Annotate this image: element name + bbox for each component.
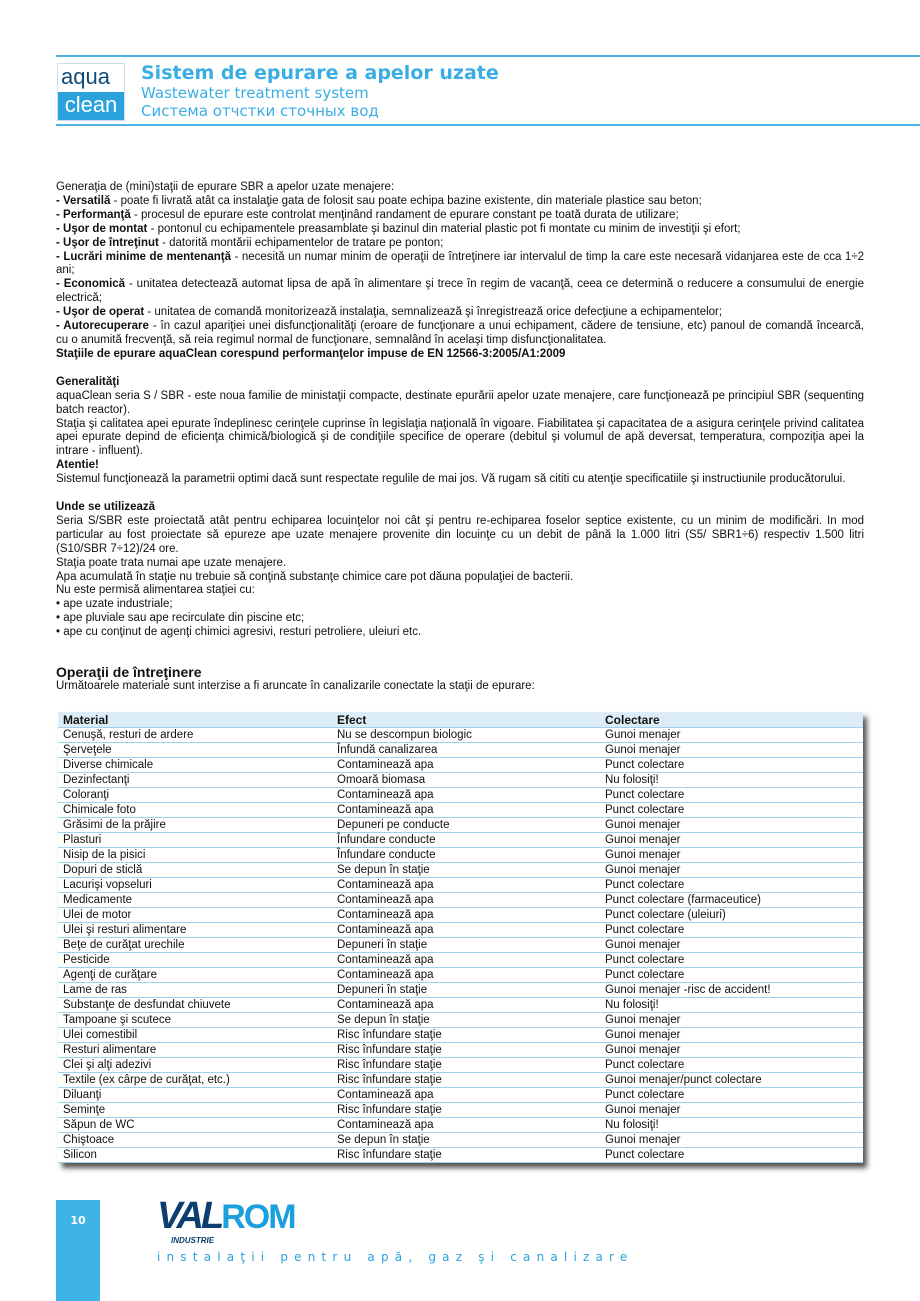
cell-collection: Gunoi menajer (600, 833, 863, 848)
table-row (58, 1133, 863, 1148)
cell-material: Ulei şi resturi alimentare (58, 923, 332, 938)
usage-p3: Apa acumulată în staţie nu trebuie să conţină substanţe chimice care pot dăuna populaţiei de bacterii. (56, 570, 574, 583)
cell-material: Nisip de la pisici (58, 848, 332, 863)
intro-item-label: - Uşor de montat (56, 222, 148, 235)
cell-collection: Punct colectare (600, 1058, 863, 1073)
cell-material: Seminţe (58, 1103, 332, 1118)
warning-text: Atentie! (56, 459, 99, 472)
cell-collection: Punct colectare (uleiuri) (600, 908, 863, 923)
cell-collection: Punct colectare (600, 878, 863, 893)
intro-item-text: - procesul de epurare este controlat menţinând randament de epurare constant pe toată durata de utilizare; (130, 208, 679, 221)
cell-material: Chiştoace (58, 1133, 332, 1148)
cell-collection: Nu folosiţi! (600, 998, 863, 1013)
logo-text-top: aqua (61, 64, 110, 89)
cell-effect: Se depun în staţie (332, 1013, 600, 1028)
intro-item-text: - unitatea detectează automat lipsa de apă în alimentare şi trece în regim de vacanţă, ceea ce determină o reducere a consumului de energie electrică; (56, 278, 864, 305)
cell-material: Lacurişi vopseluri (58, 878, 332, 893)
cell-material: Lame de ras (58, 983, 332, 998)
cell-effect: Înfundare conducte (332, 848, 600, 863)
cell-collection: Punct colectare (600, 1148, 863, 1163)
intro-item (56, 306, 864, 320)
cell-effect: Contaminează apa (332, 758, 600, 773)
cell-collection: Gunoi menajer/punct colectare (600, 1073, 863, 1088)
intro-conclusion (56, 348, 864, 362)
intro-item-text: - datorită montării echipamentelor de tratare pe ponton; (158, 236, 444, 249)
conclusion-text: Staţiile de epurare aquaClean corespund performanţelor impuse de EN 12566-3:2005/A1:2009 (56, 347, 566, 360)
cell-collection: Punct colectare (600, 1088, 863, 1103)
intro-item (56, 237, 864, 251)
cell-effect: Contaminează apa (332, 878, 600, 893)
table-row (58, 1118, 863, 1133)
footer-slogan: instalaţii pentru apă, gaz şi canalizare (157, 1250, 634, 1264)
cell-effect: Înfundă canalizarea (332, 743, 600, 758)
table-row (58, 773, 863, 788)
table-row (58, 818, 863, 833)
maintenance-heading: Operaţii de întreţinere (56, 664, 202, 681)
cell-effect: Se depun în staţie (332, 1133, 600, 1148)
cell-effect: Risc înfundare staţie (332, 1028, 600, 1043)
cell-collection: Punct colectare (600, 788, 863, 803)
table-row (58, 1103, 863, 1118)
bullet: • ape pluviale sau ape recirculate din piscine etc; (56, 612, 305, 625)
table-row (58, 1148, 863, 1163)
table-row (58, 863, 863, 878)
cell-material: Tampoane şi scutece (58, 1013, 332, 1028)
cell-effect: Depuneri în staţie (332, 938, 600, 953)
valrom-logo (157, 1195, 357, 1248)
table-row (58, 728, 863, 743)
table-row (58, 758, 863, 773)
cell-effect: Risc înfundare staţie (332, 1148, 600, 1163)
aquaclean-logo (57, 63, 125, 121)
table-row (58, 743, 863, 758)
intro-item (56, 223, 864, 237)
cell-collection: Gunoi menajer (600, 848, 863, 863)
cell-material: Diluanţi (58, 1088, 332, 1103)
column-header-collection: Colectare (600, 712, 863, 728)
cell-material: Dopuri de sticlă (58, 863, 332, 878)
cell-material: Şerveţele (58, 743, 332, 758)
cell-collection: Gunoi menajer (600, 1103, 863, 1118)
usage-p1: Seria S/SBR este proiectată atât pentru echiparea locuinţelor noi cât şi pentru re-echiparea foselor septice existente, cu un minim de modificări. In mod particular au fost proiectate să epureze ape uzate menajere provenite din locuinţe cu un debit de până la 1.000 litri (S5/ SBR1÷6) respectiv 1.500 litri (S10/SBR 7÷12)/24 ore. (56, 514, 864, 555)
table-row (58, 833, 863, 848)
cell-effect: Contaminează apa (332, 923, 600, 938)
table-row (58, 803, 863, 818)
table-row (58, 953, 863, 968)
intro-item-label: - Performanţă (56, 208, 131, 221)
page-title: Sistem de epurare a apelor uzate (141, 62, 499, 84)
header-rule-top (56, 55, 920, 57)
document-body (56, 181, 864, 1163)
table-row (58, 788, 863, 803)
general-p1: aquaClean seria S / SBR - este noua familie de ministaţii compacte, destinate epurării apelor uzate menajere, care funcţionează pe principiul SBR (sequenting batch reactor). (56, 389, 864, 416)
cell-effect: Contaminează apa (332, 1088, 600, 1103)
cell-collection: Punct colectare (600, 968, 863, 983)
cell-material: Pesticide (58, 953, 332, 968)
cell-effect: Risc înfundare staţie (332, 1073, 600, 1088)
logo-text-bottom: clean (58, 92, 124, 120)
cell-collection: Punct colectare (600, 923, 863, 938)
cell-material: Grăsimi de la prăjire (58, 818, 332, 833)
cell-material: Silicon (58, 1148, 332, 1163)
cell-material: Substanţe de desfundat chiuvete (58, 998, 332, 1013)
intro-item (56, 195, 864, 209)
bullet: • ape uzate industriale; (56, 598, 173, 611)
page-number: 10 (56, 1200, 100, 1301)
heading-text: Unde se utilizează (56, 501, 156, 514)
cell-effect: Omoară biomasa (332, 773, 600, 788)
cell-material: Plasturi (58, 833, 332, 848)
usage-heading (56, 501, 864, 515)
intro-item-label: - Autorecuperare (56, 320, 149, 333)
intro-item-label: - Uşor de operat (56, 306, 145, 319)
cell-effect: Contaminează apa (332, 893, 600, 908)
table-row (58, 983, 863, 998)
column-header-material: Material (58, 712, 332, 728)
intro-item (56, 251, 864, 279)
cell-collection: Punct colectare (600, 953, 863, 968)
cell-collection: Gunoi menajer (600, 1013, 863, 1028)
cell-collection: Gunoi menajer (600, 1133, 863, 1148)
intro-item-label: - Uşor de întreţinut (56, 236, 159, 249)
cell-effect: Înfundare conducte (332, 833, 600, 848)
cell-effect: Contaminează apa (332, 788, 600, 803)
cell-material: Cenuşă, resturi de ardere (58, 728, 332, 743)
brand-sub: INDUSTRIE (171, 1236, 215, 1245)
usage-p2: Staţia poate trata numai ape uzate menajere. (56, 556, 287, 569)
cell-effect: Contaminează apa (332, 1118, 600, 1133)
materials-table (58, 712, 863, 1163)
cell-material: Resturi alimentare (58, 1043, 332, 1058)
table-row (58, 893, 863, 908)
cell-effect: Depuneri pe conducte (332, 818, 600, 833)
cell-effect: Contaminează apa (332, 953, 600, 968)
brand-val: VAL (157, 1195, 222, 1237)
cell-collection: Gunoi menajer (600, 938, 863, 953)
cell-effect: Risc înfundare staţie (332, 1058, 600, 1073)
cell-material: Diverse chimicale (58, 758, 332, 773)
intro-item (56, 209, 864, 223)
usage-p4: Nu este permisă alimentarea staţiei cu: (56, 584, 255, 597)
cell-collection: Gunoi menajer (600, 1028, 863, 1043)
table-row (58, 1058, 863, 1073)
cell-material: Săpun de WC (58, 1118, 332, 1133)
intro-item-label: - Economică (56, 278, 126, 291)
cell-collection: Gunoi menajer (600, 728, 863, 743)
cell-collection: Gunoi menajer (600, 1043, 863, 1058)
cell-collection: Punct colectare (600, 803, 863, 818)
cell-collection: Nu folosiţi! (600, 1118, 863, 1133)
cell-material: Clei şi alţi adezivi (58, 1058, 332, 1073)
cell-effect: Contaminează apa (332, 803, 600, 818)
intro-item-label: - Versatilă (56, 194, 111, 207)
table-row (58, 1028, 863, 1043)
cell-effect: Nu se descompun biologic (332, 728, 600, 743)
intro-item (56, 278, 864, 306)
intro-lead: Generaţia de (mini)staţii de epurare SBR a apelor uzate menajere: (56, 181, 395, 193)
general-heading (56, 376, 864, 390)
cell-effect: Contaminează apa (332, 968, 600, 983)
cell-material: Ulei de motor (58, 908, 332, 923)
cell-effect: Depuneri în staţie (332, 983, 600, 998)
cell-collection: Gunoi menajer (600, 818, 863, 833)
cell-material: Beţe de curăţat urechile (58, 938, 332, 953)
cell-collection: Gunoi menajer (600, 863, 863, 878)
table-row (58, 1013, 863, 1028)
general-p2: Staţia şi calitatea apei epurate îndeplinesc cerinţele cuprinse în legislaţia naţională în vigoare. Fiabilitatea şi capacitatea de a asigura cerinţele privind calitatea apei epurate depind de eficienţa chimică/biologică şi de condiţiile specifice de operare (debitul şi volumul de apă deversat, temperatura, compoziţia apei la intrare - influent). (56, 417, 864, 458)
table-row (58, 923, 863, 938)
table-row (58, 1088, 863, 1103)
table-row (58, 998, 863, 1013)
subtitle-en: Wastewater treatment system (141, 84, 369, 102)
cell-effect: Contaminează apa (332, 908, 600, 923)
cell-material: Coloranţi (58, 788, 332, 803)
cell-collection: Punct colectare (farmaceutice) (600, 893, 863, 908)
cell-material: Medicamente (58, 893, 332, 908)
intro-item-text: - în cazul apariţiei unei disfuncţionalităţi (eroare de funcţionare a unui echipament, cădere de tensiune, etc) panoul de comandă încearcă, cu o anumită frecvenţă, să reia regimul normal de funcţionare, semnalând în acelaşi timp disfuncţionalitatea. (56, 320, 864, 346)
brand-wordmark (157, 1195, 295, 1237)
brand-rom: ROM (221, 1198, 295, 1236)
intro-item (56, 320, 864, 348)
table-row (58, 1073, 863, 1088)
cell-collection: Nu folosiţi! (600, 773, 863, 788)
general-p3: Sistemul funcţionează la parametrii optimi dacă sunt respectate regulile de mai jos. Vă rugam să cititi cu atenţie specificatiile şi instructiunile producătorului. (56, 473, 846, 486)
intro-item-text: - necesită un numar minim de operaţii de întreţinere iar intervalul de timp la care este necesară vidanjarea este de cca 1÷2 ani; (56, 250, 864, 277)
table-row (58, 938, 863, 953)
cell-collection: Gunoi menajer (600, 743, 863, 758)
maintenance-p1: Următoarele materiale sunt interzise a fi aruncate în canalizarile conectate la staţii de epurare: (56, 680, 535, 693)
table-row (58, 848, 863, 863)
cell-material: Textile (ex cârpe de curăţat, etc.) (58, 1073, 332, 1088)
column-header-effect: Efect (332, 712, 600, 728)
cell-effect: Se depun în staţie (332, 863, 600, 878)
cell-collection: Gunoi menajer -risc de accident! (600, 983, 863, 998)
intro-item-text: - poate fi livrată atât ca instalaţie gata de folosit sau poate echipa bazine existente, din materiale plastice sau beton; (110, 194, 702, 207)
table-row (58, 908, 863, 923)
header-rule-bottom (56, 124, 920, 126)
cell-material: Agenţi de curăţare (58, 968, 332, 983)
cell-material: Dezinfectanţi (58, 773, 332, 788)
header-titles (141, 62, 499, 120)
table-row (58, 968, 863, 983)
table-row (58, 1043, 863, 1058)
heading-text: Generalităţi (56, 375, 120, 388)
warning-heading (56, 459, 864, 473)
intro-item-text: - unitatea de comandă monitorizează instalaţia, semnalizează şi înregistrează orice defecţiune a echipamentelor; (144, 306, 723, 319)
table-row (58, 878, 863, 893)
cell-effect: Risc înfundare staţie (332, 1103, 600, 1118)
intro-item-text: - pontonul cu echipamentele preasamblate şi bazinul din material plastic pot fi montate cu minim de investiţii şi efort; (147, 222, 741, 235)
cell-effect: Contaminează apa (332, 998, 600, 1013)
table-header-row (58, 712, 863, 728)
intro-list (56, 195, 864, 348)
subtitle-ru: Система отчстки сточных вод (141, 102, 379, 120)
cell-material: Ulei comestibil (58, 1028, 332, 1043)
cell-collection: Punct colectare (600, 758, 863, 773)
bullet: • ape cu conţinut de agenţi chimici agresivi, resturi petroliere, uleiuri etc. (56, 626, 422, 639)
intro-item-label: - Lucrări minime de mentenanţă (56, 250, 232, 263)
cell-effect: Risc înfundare staţie (332, 1043, 600, 1058)
cell-material: Chimicale foto (58, 803, 332, 818)
